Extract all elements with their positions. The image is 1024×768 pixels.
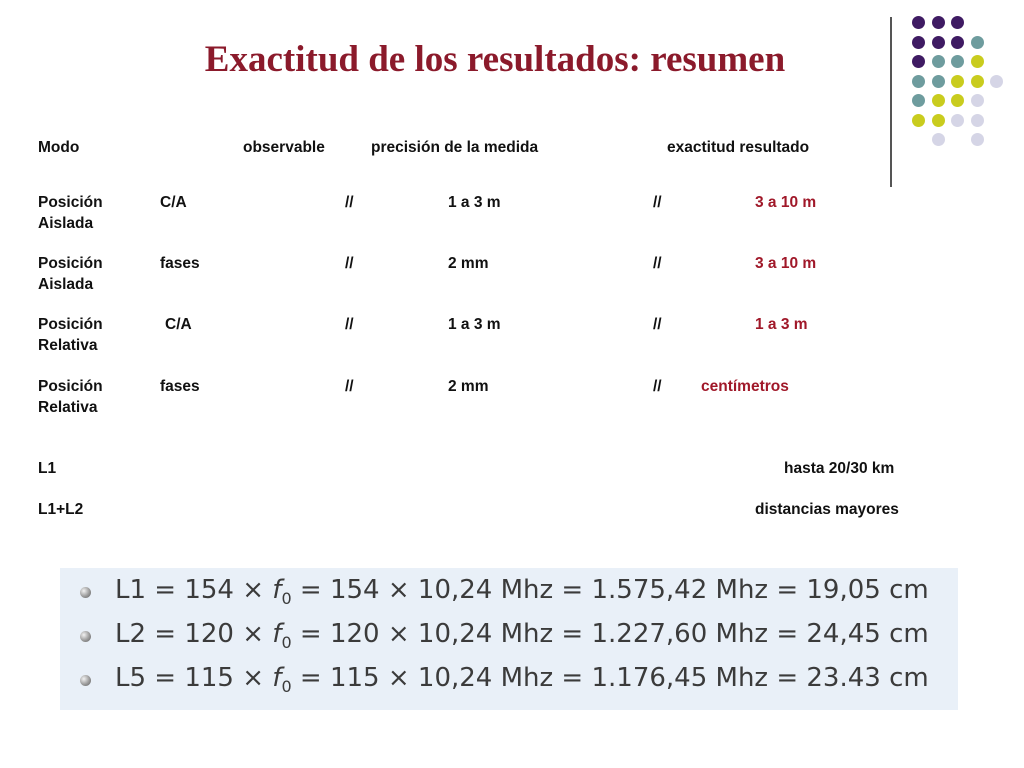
header-exactitud: exactitud resultado: [667, 139, 810, 156]
decorative-dot: [912, 36, 925, 49]
row-separator: //: [345, 316, 354, 333]
decorative-dot: [951, 36, 964, 49]
formula-text: $L5 = 115 \times f_0 = 115 \times 10,24$ Mhz = 1.176,45 Mhz = 23.43 cm: [115, 663, 929, 697]
row-exactitud: 1 a 3 m: [755, 316, 808, 333]
formula-item: [80, 616, 929, 656]
decorative-dot: [912, 16, 925, 29]
bullet-icon: [80, 587, 91, 598]
decorative-dot: [932, 16, 945, 29]
decorative-dot: [932, 94, 945, 107]
decorative-dot: [912, 75, 925, 88]
header-modo: Modo: [38, 139, 80, 156]
formula-text: $L1 = 154 \times f_0 = 154 \times 10,24$ Mhz = 1.575,42 Mhz = 19,05 cm: [115, 575, 929, 609]
row-precision: 2 mm: [448, 255, 489, 272]
decorative-dot: [990, 75, 1003, 88]
header-observable: observable: [243, 139, 325, 156]
bullet-icon: [80, 675, 91, 686]
row-exactitud: 3 a 10 m: [755, 255, 817, 272]
decorative-dot: [951, 94, 964, 107]
decorative-dot: [951, 114, 964, 127]
formula-panel: [60, 568, 958, 710]
decorative-dot: [951, 16, 964, 29]
row-modo: Posición Relativa: [38, 316, 103, 354]
row-precision: 1 a 3 m: [448, 316, 501, 333]
decorative-dot: [932, 55, 945, 68]
frequency-label: L1: [38, 460, 57, 477]
row-exactitud: 3 a 10 m: [755, 194, 817, 211]
decorative-dot: [932, 36, 945, 49]
row-separator: //: [653, 316, 662, 333]
row-modo: Posición Aislada: [38, 255, 103, 293]
decorative-dot: [971, 36, 984, 49]
row-exactitud: centímetros: [701, 378, 789, 395]
frequency-label: L1+L2: [38, 501, 84, 518]
row-separator: //: [345, 194, 354, 211]
header-precision: precisión de la medida: [371, 139, 539, 156]
decorative-dot: [951, 55, 964, 68]
formula-item: [80, 572, 929, 612]
decorative-dot: [932, 75, 945, 88]
slide-title: Exactitud de los resultados: resumen: [204, 39, 786, 80]
row-observable: fases: [160, 378, 200, 395]
decorative-dot: [951, 75, 964, 88]
row-observable: C/A: [165, 316, 192, 333]
decorative-dot: [971, 133, 984, 146]
formula-text: $L2 = 120 \times f_0 = 120 \times 10,24$ Mhz = 1.227,60 Mhz = 24,45 cm: [115, 619, 929, 653]
decorative-vertical-line: [890, 17, 892, 187]
row-separator: //: [345, 255, 354, 272]
row-observable: C/A: [160, 194, 187, 211]
decorative-dot: [912, 114, 925, 127]
row-separator: //: [653, 378, 662, 395]
decorative-dot: [912, 94, 925, 107]
decorative-dot: [971, 75, 984, 88]
row-precision: 2 mm: [448, 378, 489, 395]
bullet-icon: [80, 631, 91, 642]
frequency-range: hasta 20/30 km: [784, 460, 895, 477]
decorative-dot: [932, 133, 945, 146]
decorative-dot: [971, 114, 984, 127]
row-modo: Posición Aislada: [38, 194, 103, 232]
decorative-dot: [971, 55, 984, 68]
decorative-dot: [912, 55, 925, 68]
decorative-dot: [932, 114, 945, 127]
row-separator: //: [653, 255, 662, 272]
decorative-dot: [971, 94, 984, 107]
row-observable: fases: [160, 255, 200, 272]
row-modo: Posición Relativa: [38, 378, 103, 416]
row-separator: //: [345, 378, 354, 395]
row-separator: //: [653, 194, 662, 211]
formula-item: [80, 660, 929, 700]
frequency-range: distancias mayores: [755, 501, 899, 518]
row-precision: 1 a 3 m: [448, 194, 501, 211]
